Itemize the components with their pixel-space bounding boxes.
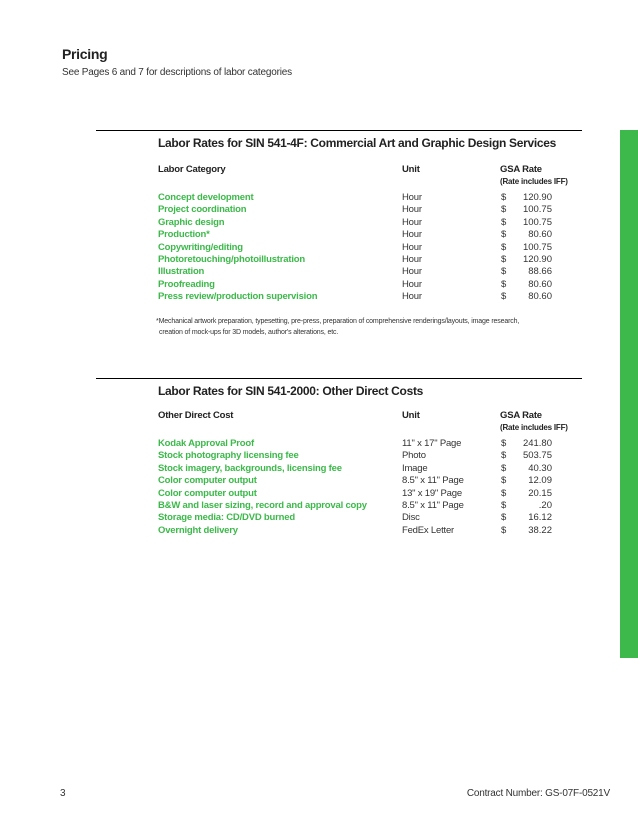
row-unit: Hour xyxy=(402,278,422,290)
row-rate: 100.75 xyxy=(522,241,552,253)
row-currency: $ xyxy=(501,487,507,499)
row-category: Color computer output xyxy=(158,475,257,487)
row-rate: 80.60 xyxy=(528,229,552,241)
row-category: Concept development xyxy=(158,192,254,203)
row-currency: $ xyxy=(501,216,507,228)
row-rate: 503.75 xyxy=(522,450,552,462)
row-currency: $ xyxy=(501,462,507,474)
row-category: Color computer output xyxy=(158,487,257,499)
row-category: Press review/production supervision xyxy=(158,291,318,303)
table-row xyxy=(158,438,582,450)
footnote xyxy=(156,316,519,338)
row-category: Illustration xyxy=(158,266,205,278)
row-unit: Hour xyxy=(402,216,422,228)
section-divider xyxy=(96,130,582,131)
table-row xyxy=(158,500,582,512)
column-header-rate-note: (Rate includes IFF) xyxy=(500,423,568,432)
table-row xyxy=(158,254,582,266)
row-rate: 100.75 xyxy=(522,204,552,216)
row-rate: 241.80 xyxy=(522,438,552,449)
page-title: Pricing xyxy=(62,46,108,62)
page-number: 3 xyxy=(60,788,66,799)
row-unit: Hour xyxy=(402,229,422,241)
row-rate: 120.90 xyxy=(522,192,552,203)
row-unit: Hour xyxy=(402,253,422,265)
section-title: Labor Rates for SIN 541-2000: Other Direct Costs xyxy=(158,384,424,398)
row-currency: $ xyxy=(501,512,507,524)
row-rate: .20 xyxy=(538,499,552,511)
column-header-category: Other Direct Cost xyxy=(158,410,234,421)
table-row xyxy=(158,512,582,524)
row-rate: 88.66 xyxy=(528,266,552,278)
row-unit: Hour xyxy=(402,241,422,253)
row-unit: Disc xyxy=(402,512,420,524)
column-header-unit: Unit xyxy=(402,164,420,175)
row-rate: 16.12 xyxy=(528,512,552,524)
column-header-rate: GSA Rate xyxy=(500,164,542,175)
row-category: Graphic design xyxy=(158,216,225,228)
row-category: Photoretouching/photoillustration xyxy=(158,253,305,265)
footnote-line: creation of mock-ups for 3D models, author's alterations, etc. xyxy=(159,329,339,336)
row-category: Stock imagery, backgrounds, licensing fee xyxy=(158,462,342,474)
row-rate: 80.60 xyxy=(528,291,552,303)
table-row xyxy=(158,192,582,204)
row-category: Stock photography licensing fee xyxy=(158,450,299,462)
row-currency: $ xyxy=(501,278,507,290)
row-rate: 12.09 xyxy=(528,475,552,487)
table-row xyxy=(158,450,582,462)
column-header-category: Labor Category xyxy=(158,164,226,175)
column-header-unit: Unit xyxy=(402,410,420,421)
row-unit: 8.5" x 11" Page xyxy=(402,475,464,487)
row-currency: $ xyxy=(501,499,507,511)
table-row xyxy=(158,279,582,291)
row-currency: $ xyxy=(501,291,507,303)
row-currency: $ xyxy=(501,266,507,278)
table-row xyxy=(158,291,582,303)
odc-rows xyxy=(158,438,582,537)
row-currency: $ xyxy=(501,253,507,265)
row-currency: $ xyxy=(501,192,507,203)
table-row xyxy=(158,266,582,278)
row-currency: $ xyxy=(501,204,507,216)
section-divider xyxy=(96,378,582,379)
page-subtitle: See Pages 6 and 7 for descriptions of labor categories xyxy=(62,67,292,78)
table-row xyxy=(158,525,582,537)
row-rate: 120.90 xyxy=(522,253,552,265)
row-currency: $ xyxy=(501,241,507,253)
row-currency: $ xyxy=(501,438,507,449)
footnote-line: *Mechanical artwork preparation, typesetting, pre-press, preparation of comprehensive renderings/layouts, image research, xyxy=(156,318,520,325)
row-unit: Image xyxy=(402,462,428,474)
labor-rows xyxy=(158,192,582,304)
row-rate: 40.30 xyxy=(528,462,552,474)
section-title: Labor Rates for SIN 541-4F: Commercial Art and Graphic Design Services xyxy=(158,136,557,150)
row-category: Kodak Approval Proof xyxy=(158,438,254,449)
row-unit: 8.5" x 11" Page xyxy=(402,499,464,511)
row-rate: 100.75 xyxy=(522,216,552,228)
row-rate: 80.60 xyxy=(528,278,552,290)
row-currency: $ xyxy=(501,524,507,536)
row-currency: $ xyxy=(501,450,507,462)
labor-rates-section xyxy=(96,130,582,340)
row-category: Storage media: CD/DVD burned xyxy=(158,512,295,524)
row-unit: Hour xyxy=(402,192,422,203)
row-category: B&W and laser sizing, record and approval copy xyxy=(158,499,367,511)
row-currency: $ xyxy=(501,229,507,241)
table-row xyxy=(158,488,582,500)
row-category: Proofreading xyxy=(158,278,215,290)
row-unit: Hour xyxy=(402,291,422,303)
table-row xyxy=(158,229,582,241)
column-header-rate: GSA Rate xyxy=(500,410,542,421)
row-rate: 38.22 xyxy=(528,524,552,536)
contract-number: Contract Number: GS-07F-0521V xyxy=(466,788,610,799)
row-unit: 11" x 17" Page xyxy=(402,438,462,449)
table-row xyxy=(158,463,582,475)
other-direct-costs-section xyxy=(96,378,582,548)
row-rate: 20.15 xyxy=(528,487,552,499)
table-row xyxy=(158,204,582,216)
row-unit: Hour xyxy=(402,266,422,278)
table-row xyxy=(158,217,582,229)
row-category: Project coordination xyxy=(158,204,247,216)
row-currency: $ xyxy=(501,475,507,487)
table-row xyxy=(158,242,582,254)
table-row xyxy=(158,475,582,487)
row-category: Production* xyxy=(158,229,210,241)
side-accent-bar xyxy=(620,130,638,658)
row-unit: Photo xyxy=(402,450,426,462)
column-header-rate-note: (Rate includes IFF) xyxy=(500,177,568,186)
row-category: Copywriting/editing xyxy=(158,241,243,253)
row-unit: FedEx Letter xyxy=(402,524,454,536)
row-category: Overnight delivery xyxy=(158,524,238,536)
row-unit: Hour xyxy=(402,204,422,216)
row-unit: 13" x 19" Page xyxy=(402,487,462,499)
